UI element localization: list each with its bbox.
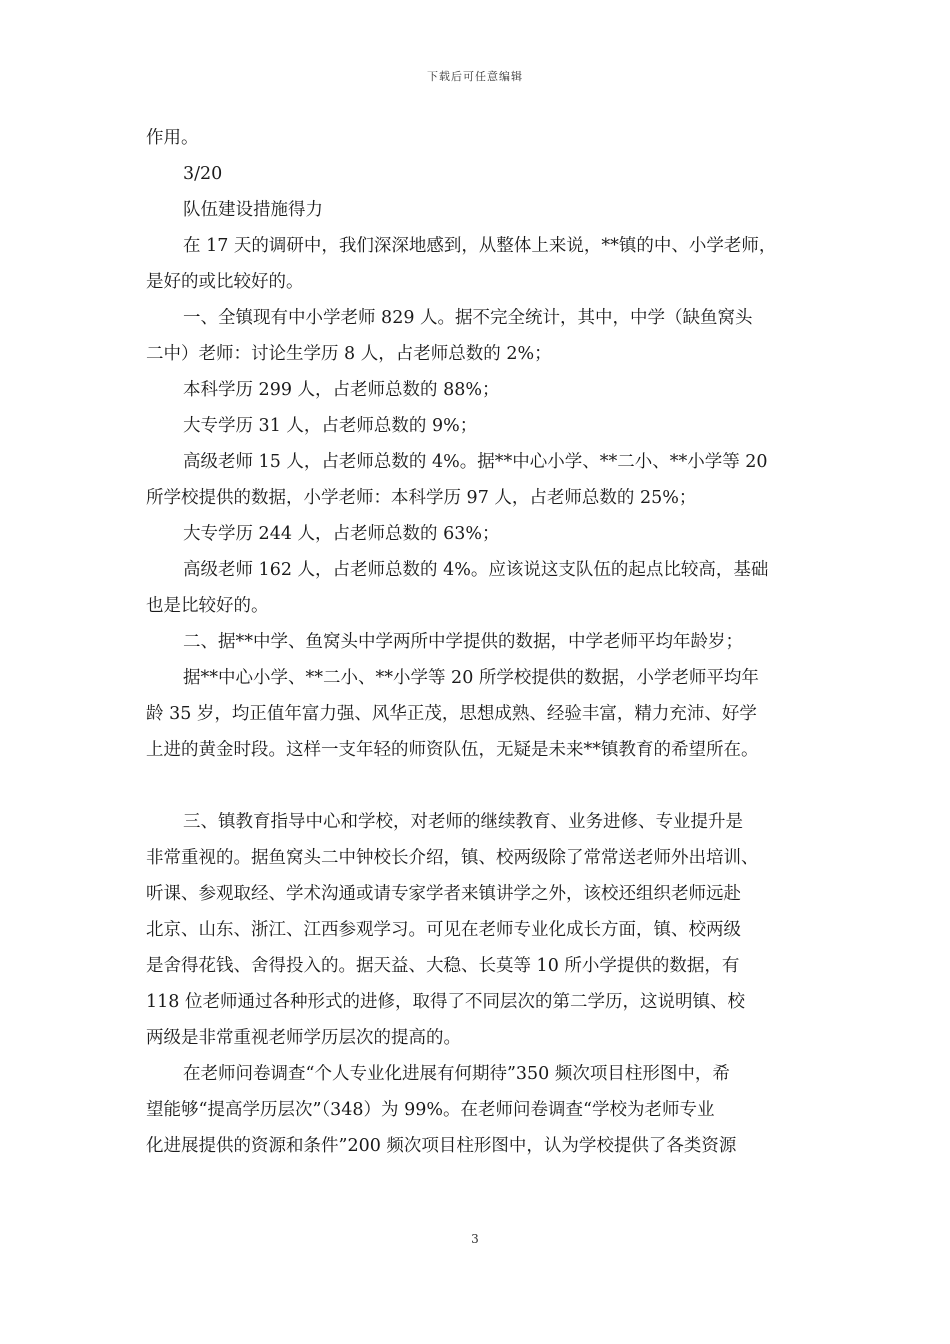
page-ref: 3/20 xyxy=(183,164,223,184)
text-line: 是舍得花钱、舍得投入的。据天益、大稳、长莫等 10 所小学提供的数据，有 xyxy=(146,956,740,976)
text-line: 二、据**中学、鱼窝头中学两所中学提供的数据，中学老师平均年龄岁； xyxy=(183,632,743,652)
text-line: 上进的黄金时段。这样一支年轻的师资队伍，无疑是未来**镇教育的希望所在。 xyxy=(146,740,759,760)
document-body xyxy=(146,120,806,1164)
text-line: 据**中心小学、**二小、**小学等 20 所学校提供的数据，小学老师平均年 xyxy=(183,668,759,688)
text-line: 所学校提供的数据，小学老师：本科学历 97 人，占老师总数的 25%； xyxy=(146,488,697,508)
text-line: 在老师问卷调查“个人专业化进展有何期待”350 频次项目柱形图中，希 xyxy=(183,1064,730,1084)
page-number: 3 xyxy=(471,1232,479,1246)
text-line: 非常重视的。据鱼窝头二中钟校长介绍，镇、校两级除了常常送老师外出培训、 xyxy=(146,848,759,868)
text-line: 一、全镇现有中小学老师 829 人。据不完全统计，其中，中学（缺鱼窝头 xyxy=(183,308,753,328)
text-line: 高级老师 162 人，占老师总数的 4%。应该说这支队伍的起点比较高，基础 xyxy=(183,560,769,580)
text-line: 望能够“提高学历层次”（348）为 99%。在老师问卷调查“学校为老师专业 xyxy=(146,1100,715,1120)
text-line: 龄 35 岁，均正值年富力强、风华正茂，思想成熟、经验丰富，精力充沛、好学 xyxy=(146,704,757,724)
text-line: 二中）老师：讨论生学历 8 人，占老师总数的 2%； xyxy=(146,344,552,364)
text-line: 118 位老师通过各种形式的进修，取得了不同层次的第二学历，这说明镇、校 xyxy=(146,992,745,1012)
text-line: 高级老师 15 人，占老师总数的 4%。据**中心小学、**二小、**小学等 20 xyxy=(183,452,768,472)
text-line: 北京、山东、浙江、江西参观学习。可见在老师专业化成长方面，镇、校两级 xyxy=(146,920,741,940)
section-heading: 队伍建设措施得力 xyxy=(183,200,323,220)
paragraph-gap xyxy=(146,768,806,804)
text-line: 大专学历 31 人，占老师总数的 9%； xyxy=(183,416,478,436)
text-line: 本科学历 299 人，占老师总数的 88%； xyxy=(183,380,500,400)
text-line: 也是比较好的。 xyxy=(146,596,269,616)
text-line: 在 17 天的调研中，我们深深地感到，从整体上来说，**镇的中、小学老师， xyxy=(183,236,777,256)
text-line: 化进展提供的资源和条件”200 频次项目柱形图中，认为学校提供了各类资源 xyxy=(146,1136,737,1156)
text-line: 听课、参观取经、学术沟通或请专家学者来镇讲学之外，该校还组织老师远赴 xyxy=(146,884,741,904)
text-line: 两级是非常重视老师学历层次的提高的。 xyxy=(146,1028,461,1048)
text-line: 三、镇教育指导中心和学校，对老师的继续教育、业务进修、专业提升是 xyxy=(183,812,743,832)
text-line: 是好的或比较好的。 xyxy=(146,272,304,292)
page-header: 下载后可任意编辑 xyxy=(427,70,523,83)
text-line: 大专学历 244 人，占老师总数的 63%； xyxy=(183,524,500,544)
text-line: 作用。 xyxy=(146,128,199,148)
